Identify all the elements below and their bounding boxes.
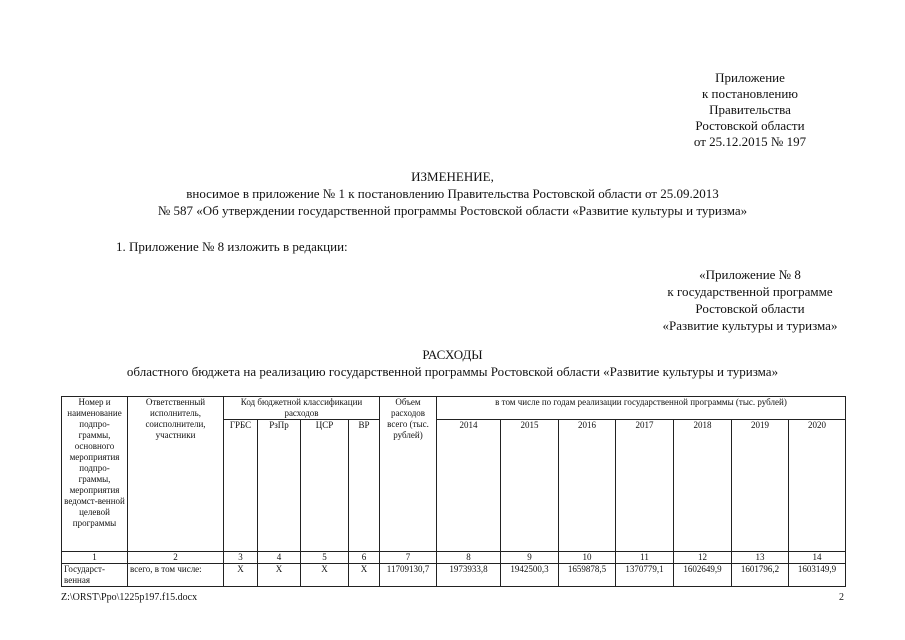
header-executor: Ответственный исполнитель, соисполнители, участники — [128, 397, 224, 552]
row-code: Х — [349, 564, 380, 587]
header-year: 2020 — [789, 420, 846, 552]
header-program: Номер и наименование подпро-граммы, основного мероприятия подпро-граммы, мероприятия ведомст-венной целевой программы — [62, 397, 128, 552]
row-year-value: 1602649,9 — [674, 564, 732, 587]
row-year-value: 1942500,3 — [501, 564, 559, 587]
column-number: 10 — [559, 552, 616, 564]
column-number: 11 — [616, 552, 674, 564]
header-code-col: ГРБС — [224, 420, 258, 552]
appendix-header-line: к постановлению — [701, 86, 799, 101]
header-code-col: ЦСР — [301, 420, 349, 552]
header-volume: Объем расходов всего (тыс. рублей) — [380, 397, 437, 552]
change-line: № 587 «Об утверждении государственной программы Ростовской области «Развитие культуры и туризма» — [157, 203, 748, 218]
header-year: 2016 — [559, 420, 616, 552]
row-code: Х — [224, 564, 258, 587]
header-year: 2018 — [674, 420, 732, 552]
change-block — [60, 168, 845, 219]
column-number-row — [62, 552, 846, 564]
appendix-header — [660, 70, 840, 150]
column-number: 1 — [62, 552, 128, 564]
header-year: 2014 — [437, 420, 501, 552]
row-year-value: 1973933,8 — [437, 564, 501, 587]
column-number: 14 — [789, 552, 846, 564]
change-line: вносимое в приложение № 1 к постановлению Правительства Ростовской области от 25.09.2013 — [186, 186, 719, 201]
column-number: 5 — [301, 552, 349, 564]
column-number: 8 — [437, 552, 501, 564]
column-number: 12 — [674, 552, 732, 564]
appendix8-header — [630, 266, 870, 334]
appendix8-header-line: к государственной программе — [667, 284, 833, 299]
expenses-title: РАСХОДЫ — [422, 347, 483, 362]
expenses-subtitle: областного бюджета на реализацию государственной программы Ростовской области «Развитие культуры и туризма» — [126, 364, 779, 379]
footer-file-path: Z:\ORST\Ppo\1225p197.f15.docx — [61, 592, 198, 603]
column-number: 2 — [128, 552, 224, 564]
footer-page-number: 2 — [839, 592, 844, 603]
expenses-table — [61, 396, 846, 587]
appendix-header-line: Правительства — [709, 102, 791, 117]
appendix-header-line: Приложение — [715, 70, 785, 85]
appendix-header-line: от 25.12.2015 № 197 — [693, 134, 807, 149]
row-program-name: Государст-венная — [62, 564, 128, 587]
appendix8-header-line: Ростовской области — [695, 301, 805, 316]
header-years: в том числе по годам реализации государственной программы (тыс. рублей) — [437, 397, 846, 420]
row-year-value: 1370779,1 — [616, 564, 674, 587]
appendix-header-line: Ростовской области — [695, 118, 805, 133]
column-number: 4 — [258, 552, 301, 564]
header-budget-code: Код бюджетной классификации расходов — [224, 397, 380, 420]
appendix8-header-line: «Развитие культуры и туризма» — [662, 318, 838, 333]
row-code: Х — [258, 564, 301, 587]
table-row — [62, 564, 846, 587]
row-total: 11709130,7 — [380, 564, 437, 587]
change-title: ИЗМЕНЕНИЕ, — [411, 169, 494, 184]
column-number: 13 — [732, 552, 789, 564]
header-code-col: РзПр — [258, 420, 301, 552]
table-header-row — [62, 397, 846, 420]
column-number: 9 — [501, 552, 559, 564]
row-year-value: 1603149,9 — [789, 564, 846, 587]
column-number: 3 — [224, 552, 258, 564]
column-number: 7 — [380, 552, 437, 564]
row-executor: всего, в том числе: — [128, 564, 224, 587]
header-code-col: ВР — [349, 420, 380, 552]
row-year-value: 1601796,2 — [732, 564, 789, 587]
item-1: 1. Приложение № 8 изложить в редакции: — [116, 239, 348, 254]
row-code: Х — [301, 564, 349, 587]
header-year: 2019 — [732, 420, 789, 552]
header-year: 2015 — [501, 420, 559, 552]
header-year: 2017 — [616, 420, 674, 552]
column-number: 6 — [349, 552, 380, 564]
row-year-value: 1659878,5 — [559, 564, 616, 587]
appendix8-header-line: «Приложение № 8 — [699, 267, 801, 282]
expenses-heading — [60, 346, 845, 380]
